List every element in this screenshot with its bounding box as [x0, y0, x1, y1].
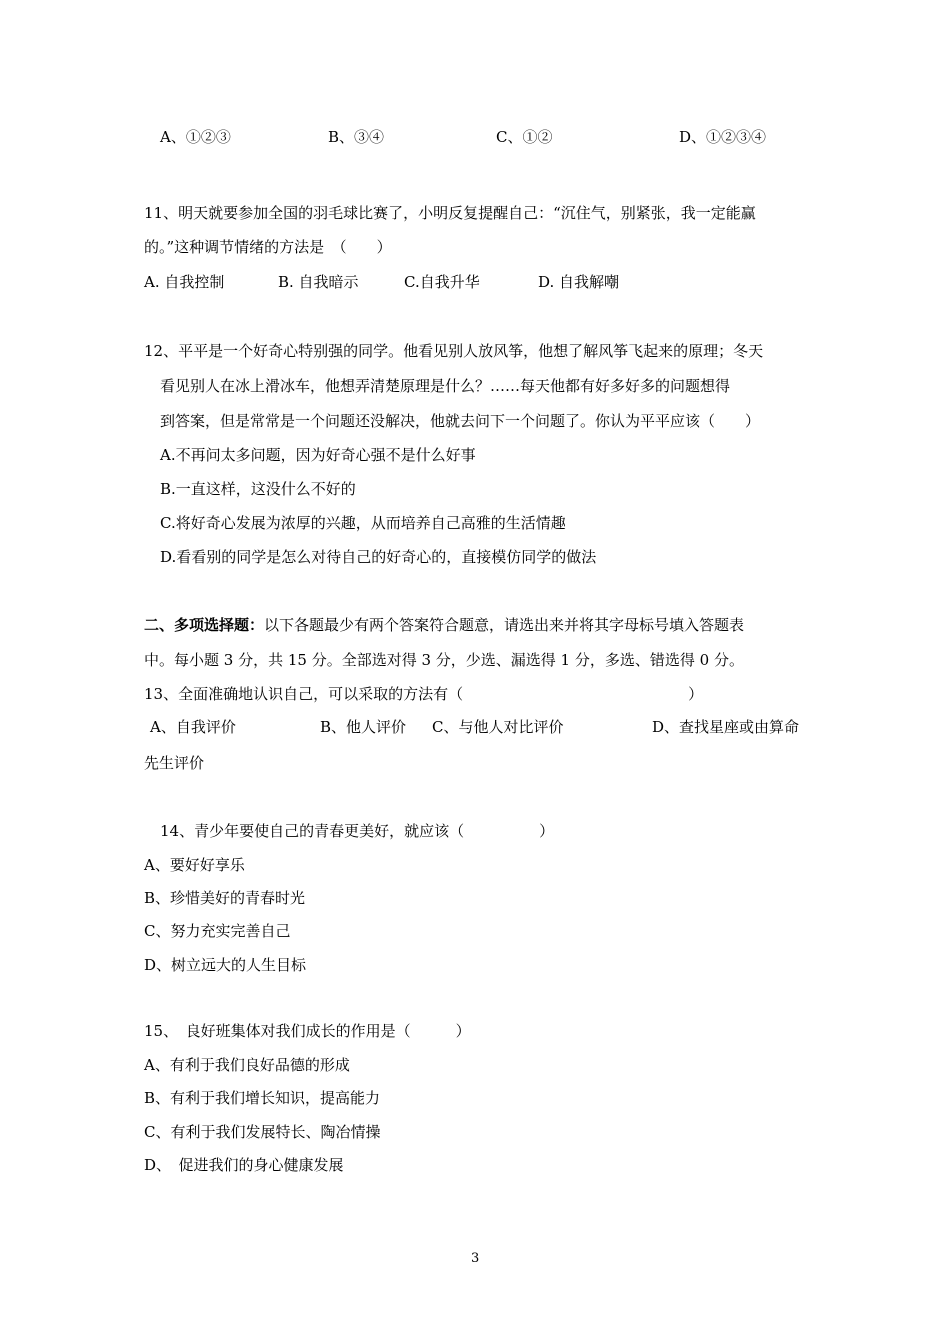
q12-option-d: D.看看别的同学是怎么对待自己的好奇心的，直接模仿同学的做法	[160, 548, 597, 566]
q13-option-d-continued: 先生评价	[144, 754, 205, 772]
q12-stem-line2: 看见别人在冰上滑冰车，他想弄清楚原理是什么？……每天他都有好多好多的问题想得	[160, 377, 731, 395]
q12-option-c: C.将好奇心发展为浓厚的兴趣，从而培养自己高雅的生活情趣	[160, 514, 566, 532]
q15-option-b: B、有利于我们增长知识，提高能力	[144, 1089, 381, 1107]
q12-stem-line3: 到答案，但是常常是一个问题还没解决，他就去问下一个问题了。你认为平平应该（ ）	[160, 412, 761, 430]
section2-instruction-line2: 中。每小题 3 分，共 15 分。全部选对得 3 分，少选、漏选得 1 分，多选、错选得 0 分。	[144, 651, 744, 669]
q15-stem: 15、 良好班集体对我们成长的作用是（ ）	[144, 1022, 471, 1040]
q11-stem-line1: 11、明天就要参加全国的羽毛球比赛了，小明反复提醒自己：“沉住气，别紧张，我一定能赢	[144, 204, 756, 222]
q14-option-b: B、珍惜美好的青春时光	[144, 889, 306, 907]
q15-option-a: A、有利于我们良好品德的形成	[144, 1056, 350, 1074]
q15-option-c: C、有利于我们发展特长、陶冶情操	[144, 1123, 381, 1141]
q13-option-c: C、与他人对比评价	[432, 718, 564, 736]
q10-option-c: C、①②	[496, 128, 553, 146]
q11-option-b: B. 自我暗示	[278, 273, 359, 291]
q13-stem: 13、全面准确地认识自己，可以采取的方法有（ ）	[144, 685, 704, 703]
q14-option-d: D、树立远大的人生目标	[144, 956, 307, 974]
q10-option-b: B、③④	[328, 128, 385, 146]
section2-heading: 二、多项选择题：	[144, 616, 265, 634]
q14-option-a: A、要好好享乐	[144, 856, 245, 874]
q14-option-c: C、努力充实完善自己	[144, 922, 291, 940]
section2-instruction-text: 以下各题最少有两个答案符合题意，请选出来并将其字母标号填入答题表	[264, 616, 745, 634]
q10-option-a: A、①②③	[160, 128, 231, 146]
q13-option-a: A、自我评价	[150, 718, 236, 736]
q13-option-d: D、查找星座或由算命	[652, 718, 800, 736]
q11-option-a: A. 自我控制	[144, 273, 225, 291]
q12-stem-line1: 12、平平是一个好奇心特别强的同学。他看见别人放风筝，他想了解风筝飞起来的原理；冬天	[144, 342, 764, 360]
q12-option-a: A.不再问太多问题，因为好奇心强不是什么好事	[160, 446, 476, 464]
q11-option-c: C.自我升华	[404, 273, 480, 291]
q14-stem: 14、青少年要使自己的青春更美好，就应该（ ）	[160, 822, 555, 840]
q10-option-d: D、①②③④	[679, 128, 767, 146]
section2-instruction-line1	[144, 615, 744, 635]
q11-option-d: D. 自我解嘲	[538, 273, 620, 291]
q15-option-d: D、 促进我们的身心健康发展	[144, 1156, 344, 1174]
q11-stem-line2: 的。”这种调节情绪的方法是 （ ）	[144, 238, 392, 256]
page-number: 3	[471, 1251, 480, 1266]
q13-option-b: B、他人评价	[320, 718, 407, 736]
q12-option-b: B.一直这样，这没什么不好的	[160, 480, 356, 498]
